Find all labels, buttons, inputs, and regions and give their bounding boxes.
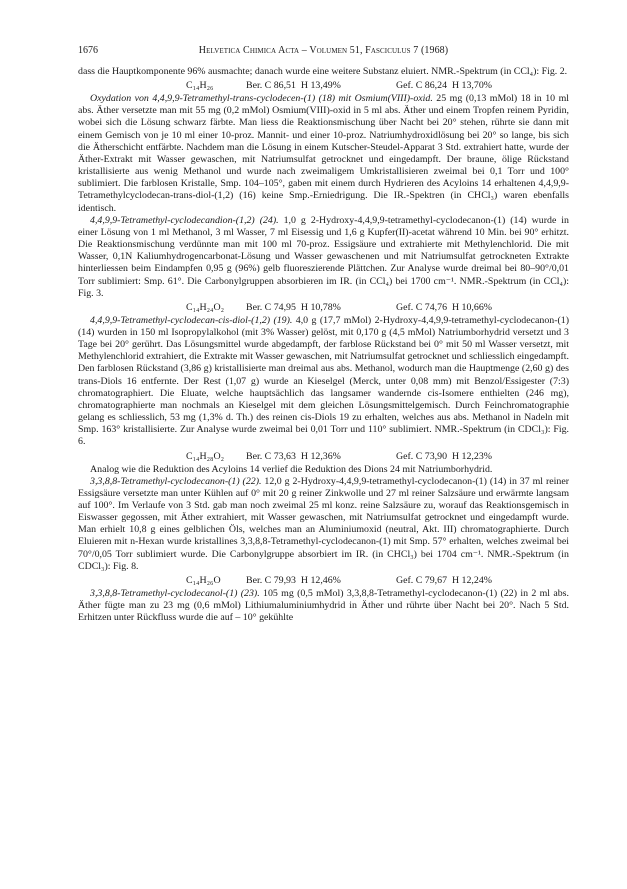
paragraph-continuation: dass die Hauptkomponente 96% ausmachte; danach wurde eine weitere Substanz eluiert. NMR.-Spektrum (in CCl₄): Fig. 2. <box>78 66 568 77</box>
elemental-analysis-4 <box>78 573 569 588</box>
section-body: 1,0 g 2-Hydroxy-4,4,9,9-tetramethyl-cyclodecanon-(1) (14) wurde in einer Lösung von 1 ml Methanol, 3 ml Wasser, 7 ml Eisessig und 1,6 g Kupfer(II)-acetat während 10 Min. bei 90° erhitzt. Die Reaktionsmischung verdünnte man mit 100 ml 70-proz. Essigsäure und extrahierte mit Methylenchlorid. Die mit Wasser, 0,1N Kaliumhydrogencarbonat-Lösung und Wasser gewaschenen und mit Natriumsulfat getrockneten Extrakte hinterliessen beim Eindampfen 0,95 g (96%) gelb fluoreszierende Plättchen. Zur Analyse wurde dreimal bei 80–90°/0,01 Torr sublimiert: Smp. 61°. Die Carbonylgruppen absorbieren im IR. (in CCl₄) bei 1700 cm⁻¹. NMR.-Spektrum (in CCl₄): Fig. 3. <box>78 214 569 299</box>
elemental-analysis-2 <box>78 300 569 315</box>
section-body: 25 mg (0,13 mMol) 18 in 10 ml abs. Äther versetzte man mit 55 mg (0,2 mMol) Osmium(VIII)-oxid in 5 ml abs. Äther und einem Tropfen reinem Pyridin, wobei sich die Lösung schwarz färbte. Man liess die Reaktionsmischung über Nacht bei 20° stehen, rührte sie dann mit einem Gemisch von je 10 ml einer 10-proz. Mannit- und einer 10-proz. Natriumhydroxidlösung bei 20° so lange, bis sich die Ätherschicht entfärbte. Nachdem man die Lösung in einem Kutscher-Steudel-Apparat 3 Std. extrahiert hatte, wurde der Äther-Extrakt mit Wasser gewaschen, mit Natriumsulfat getrocknet und eingedampft. Der braune, ölige Rückstand kristallisierte aus wenig Methanol und wurde nach zweimaligem Umkristallisieren zweimal bei 0,1 Torr und 100° sublimiert. Die farblosen Kristalle, Smp. 104–105°, gaben mit einem durch Hydrieren des Acyloins 14 erhaltenen 4,4,9,9-Tetramethylcyclodecan-trans-diol-(1,2) (16) keine Smp.-Erniedrigung. Die IR.-Spektren (in CHCl₃) waren ebenfalls identisch. <box>78 93 569 214</box>
section-title: 3,3,8,8-Tetramethyl-cyclodecanon-(1) (22). <box>90 475 262 487</box>
section-title: 4,4,9,9-Tetramethyl-cyclodecandion-(1,2) (24). <box>90 214 279 226</box>
section-body: 12,0 g 2-Hydroxy-4,4,9,9-tetramethyl-cyclodecanon-(1) (14) in 37 ml reiner Essigsäure versetzte man unter Kühlen auf 0° mit 20 g reiner Zinkwolle und 27 ml reiner Salzsäure und erwärmte langsam auf 100°. Im Verlaufe von 3 Std. gab man noch zweimal 25 ml konz. reine Salzsäure zu, worauf das Reaktionsgemisch in Eiswasser gegossen, mit Äther extrahiert, mit Wasser gewaschen, mit Natriumsulfat getrocknet und eingedampft wurde. Man erhielt 10,8 g eines gelblichen Öls, welches man an Aluminiumoxid (neutral, Akt. III) chromatographierte. Durch Eluieren mit n-Hexan wurde kristallines 3,3,8,8-Tetramethyl-cyclodecanon-(1) mit Smp. 57° erhalten, welches zweimal bei 70°/0,05 Torr sublimiert wurde. Die Carbonylgruppe absorbiert im IR. (in CHCl₃) bei 1704 cm⁻¹. NMR.-Spektrum (in CDCl₃): Fig. 8. <box>78 475 569 572</box>
calculated-values: Ber. C 74,95 H 10,78% <box>246 301 341 313</box>
found-values: Gef. C 73,90 H 12,23% <box>396 450 492 462</box>
section-title: 4,4,9,9-Tetramethyl-cyclodecan-cis-diol-(1,2) (19). <box>90 314 293 326</box>
paragraph-cis-diol <box>78 315 569 449</box>
molecular-formula: C₁₄H₂₆O <box>186 574 221 586</box>
section-body: 4,0 g (17,7 mMol) 2-Hydroxy-4,4,9,9-tetramethyl-cyclodecanon-(1) (14) wurden in 150 ml Isopropylalkohol (mit 3% Wasser) gelöst, mit 0,170 g (4,5 mMol) Natriumborhydrid versetzt und 3 Tage bei 20° gerührt. Das Lösungsmittel wurde abgedampft, der farblose Rückstand bei 0° mit 50 ml Wasser versetzt, mit Methylenchlorid extrahiert, die Extrakte mit Wasser gewaschen, mit Natriumsulfat getrocknet und schliesslich eingedampft. Den farblosen Rückstand (3,86 g) kristallisierte man dreimal aus abs. Methanol, wodurch man die Hauptmenge (2,60 g) des trans-Diols 16 entfernte. Der Rest (1,07 g) wurde an Kieselgel (Merck, unter 0,08 mm) mit Benzol/Essigester (7:3) chromatographiert. Die Eluate, welche hauptsächlich das langsamer wandernde cis-Isomere enthielten (246 mg), chromatographierte man nochmals an Kieselgel mit dem gleichen Lösungsmittelgemisch. Durch Feinchromatographie gelang es schliesslich, 53 mg (1,3% d. Th.) des reinen cis-Diols 19 zu erhalten, welches aus abs. Methanol in Nadeln mit Smp. 163° kristallisierte. Zur Analyse wurde zweimal bei 0,01 Torr und 110° sublimiert. NMR.-Spektrum (in CDCl₃): Fig. 6. <box>78 314 569 448</box>
calculated-values: Ber. C 86,51 H 13,49% <box>246 80 341 92</box>
calculated-values: Ber. C 79,93 H 12,46% <box>246 574 341 586</box>
elemental-analysis-1 <box>78 78 569 93</box>
elemental-analysis-3 <box>78 449 569 464</box>
journal-title: Helvetica Chimica Acta – Volumen 51, Fasciculus 7 (1968) <box>198 45 449 56</box>
molecular-formula: C₁₄H₂₈O₂ <box>186 450 225 462</box>
running-head <box>78 44 569 57</box>
found-values: Gef. C 86,24 H 13,70% <box>396 80 492 92</box>
section-title: Oxydation von 4,4,9,9-Tetramethyl-trans-cyclodecen-(1) (18) mit Osmium(VIII)-oxid. <box>90 93 433 105</box>
paragraph-analog: Analog wie die Reduktion des Acyloins 14 verlief die Reduktion des Dions 24 mit Natriumborhydrid. <box>90 463 493 475</box>
paragraph-dione <box>78 215 569 300</box>
calculated-values: Ber. C 73,63 H 12,36% <box>246 450 341 462</box>
paragraph-oxydation <box>78 93 569 215</box>
section-body: 105 mg (0,5 mMol) 3,3,8,8-Tetramethyl-cyclodecanon-(1) (22) in 2 ml abs. Äther fügte man zu 23 mg (0,6 mMol) Lithiumaluminiumhydrid in Äther und rührte über Nacht bei 20°. Nach 5 Std. Erhitzen unter Rückfluss wurde die auf – 10° gekühlte <box>78 587 569 624</box>
page-number: 1676 <box>78 45 98 56</box>
found-values: Gef. C 74,76 H 10,66% <box>396 301 492 313</box>
found-values: Gef. C 79,67 H 12,24% <box>396 574 492 586</box>
paragraph-cyclodecanone <box>78 476 569 573</box>
paragraph-cyclodecanol <box>78 588 569 624</box>
molecular-formula: C₁₄H₂₆ <box>186 80 214 92</box>
section-title: 3,3,8,8-Tetramethyl-cyclodecanol-(1) (23). <box>90 587 260 599</box>
molecular-formula: C₁₄H₂₄O₂ <box>186 301 225 313</box>
